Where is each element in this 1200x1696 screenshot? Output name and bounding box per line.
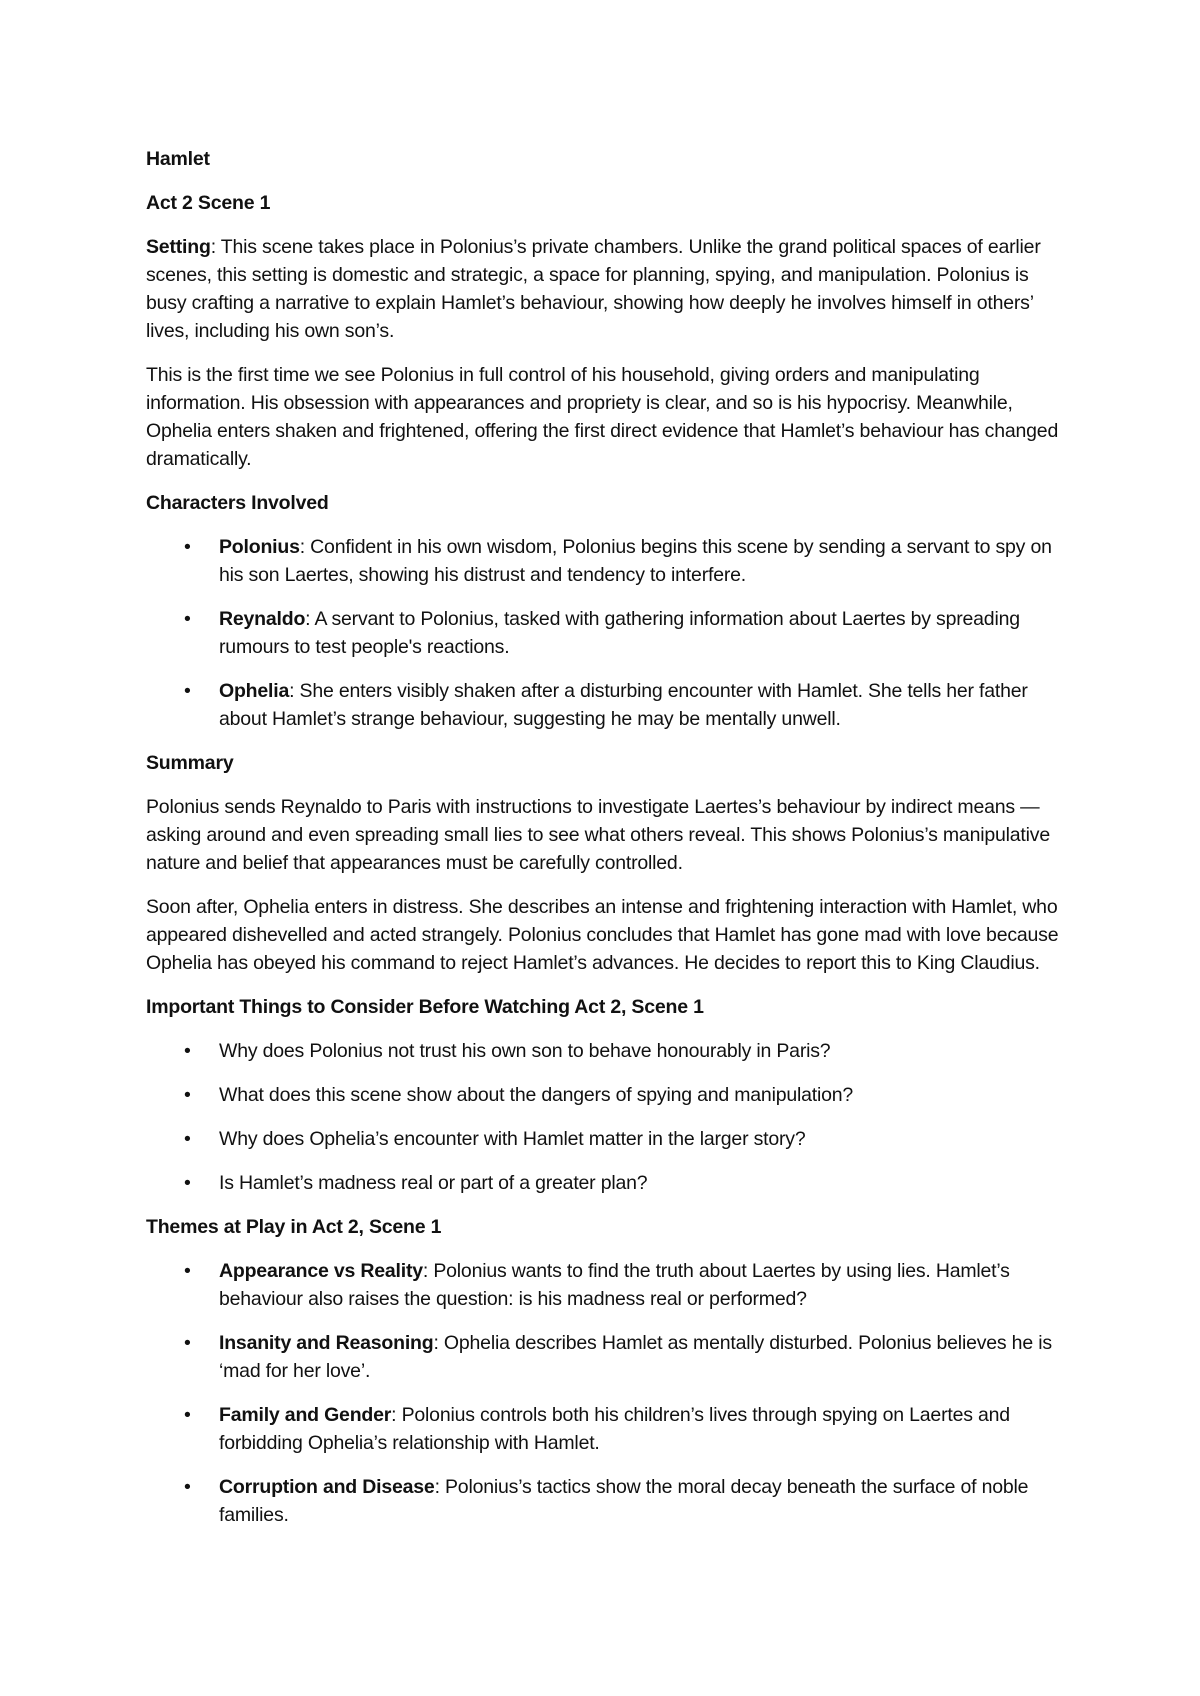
character-name: Ophelia — [219, 680, 290, 702]
list-item — [146, 1473, 1061, 1529]
document-subtitle: Act 2 Scene 1 — [146, 192, 271, 214]
theme-description: : Ophelia describes Hamlet as mentally disturbed. Polonius believes he is ‘mad for her love’. — [219, 1332, 1052, 1382]
bullet-icon: • — [184, 536, 191, 558]
character-name: Reynaldo — [219, 608, 306, 630]
setting-paragraph — [146, 233, 1061, 345]
bullet-icon: • — [184, 1040, 191, 1062]
themes-list — [146, 1257, 1061, 1529]
setting-label: Setting — [146, 236, 211, 258]
list-item — [146, 1329, 1061, 1385]
bullet-icon: • — [184, 680, 191, 702]
character-name: Polonius — [219, 536, 300, 558]
themes-heading: Themes at Play in Act 2, Scene 1 — [146, 1216, 442, 1238]
question-text: Is Hamlet’s madness real or part of a greater plan? — [219, 1172, 648, 1194]
list-item — [146, 605, 1061, 661]
summary-paragraph: Soon after, Ophelia enters in distress. She describes an intense and frightening interaction with Hamlet, who appeared dishevelled and acted strangely. Polonius concludes that Hamlet has gone mad with love because Ophelia has obeyed his command to reject Hamlet’s advances. He decides to report this to King Claudius. — [146, 896, 1059, 974]
list-item — [146, 1169, 1061, 1197]
list-item — [146, 1081, 1061, 1109]
theme-description: : Polonius controls both his children’s lives through spying on Laertes and forbidding Ophelia’s relationship with Hamlet. — [219, 1404, 1010, 1454]
bullet-icon: • — [184, 1260, 191, 1282]
consider-heading: Important Things to Consider Before Watching Act 2, Scene 1 — [146, 996, 704, 1018]
list-item — [146, 533, 1061, 589]
characters-heading: Characters Involved — [146, 492, 329, 514]
theme-name: Family and Gender — [219, 1404, 392, 1426]
bullet-icon: • — [184, 1128, 191, 1150]
document-page — [146, 145, 1061, 1545]
list-item — [146, 1125, 1061, 1153]
bullet-icon: • — [184, 1332, 191, 1354]
character-description: : Confident in his own wisdom, Polonius begins this scene by sending a servant to spy on his son Laertes, showing his distrust and tendency to interfere. — [219, 536, 1052, 586]
theme-description: : Polonius’s tactics show the moral decay beneath the surface of noble families. — [219, 1476, 1029, 1526]
characters-list — [146, 533, 1061, 733]
bullet-icon: • — [184, 1476, 191, 1498]
intro-paragraph: This is the first time we see Polonius in full control of his household, giving orders and manipulating information. His obsession with appearances and propriety is clear, and so is his hypocrisy. Meanwhile, Ophelia enters shaken and frightened, offering the first direct evidence that Hamlet’s behaviour has changed dramatically. — [146, 364, 1059, 470]
consider-list — [146, 1037, 1061, 1197]
question-text: What does this scene show about the dangers of spying and manipulation? — [219, 1084, 854, 1106]
bullet-icon: • — [184, 1084, 191, 1106]
list-item — [146, 1037, 1061, 1065]
bullet-icon: • — [184, 1404, 191, 1426]
theme-name: Appearance vs Reality — [219, 1260, 423, 1282]
question-text: Why does Polonius not trust his own son to behave honourably in Paris? — [219, 1040, 831, 1062]
character-description: : A servant to Polonius, tasked with gathering information about Laertes by spreading rumours to test people's reactions. — [219, 608, 1020, 658]
bullet-icon: • — [184, 1172, 191, 1194]
list-item — [146, 677, 1061, 733]
question-text: Why does Ophelia’s encounter with Hamlet matter in the larger story? — [219, 1128, 806, 1150]
list-item — [146, 1401, 1061, 1457]
theme-name: Insanity and Reasoning — [219, 1332, 434, 1354]
list-item — [146, 1257, 1061, 1313]
summary-paragraph: Polonius sends Reynaldo to Paris with instructions to investigate Laertes’s behaviour by indirect means — asking around and even spreading small lies to see what others reveal. This shows Polonius’s manipulative nature and belief that appearances must be carefully controlled. — [146, 796, 1050, 874]
character-description: : She enters visibly shaken after a disturbing encounter with Hamlet. She tells her father about Hamlet’s strange behaviour, suggesting he may be mentally unwell. — [219, 680, 1028, 730]
theme-description: : Polonius wants to find the truth about Laertes by using lies. Hamlet’s behaviour also raises the question: is his madness real or performed? — [219, 1260, 1010, 1310]
document-title: Hamlet — [146, 148, 210, 170]
theme-name: Corruption and Disease — [219, 1476, 435, 1498]
setting-text: : This scene takes place in Polonius’s private chambers. Unlike the grand political spaces of earlier scenes, this setting is domestic and strategic, a space for planning, spying, and manipulation. Polonius is busy crafting a narrative to explain Hamlet’s behaviour, showing how deeply he involves himself in others’ lives, including his own son’s. — [146, 236, 1041, 342]
bullet-icon: • — [184, 608, 191, 630]
summary-heading: Summary — [146, 752, 234, 774]
